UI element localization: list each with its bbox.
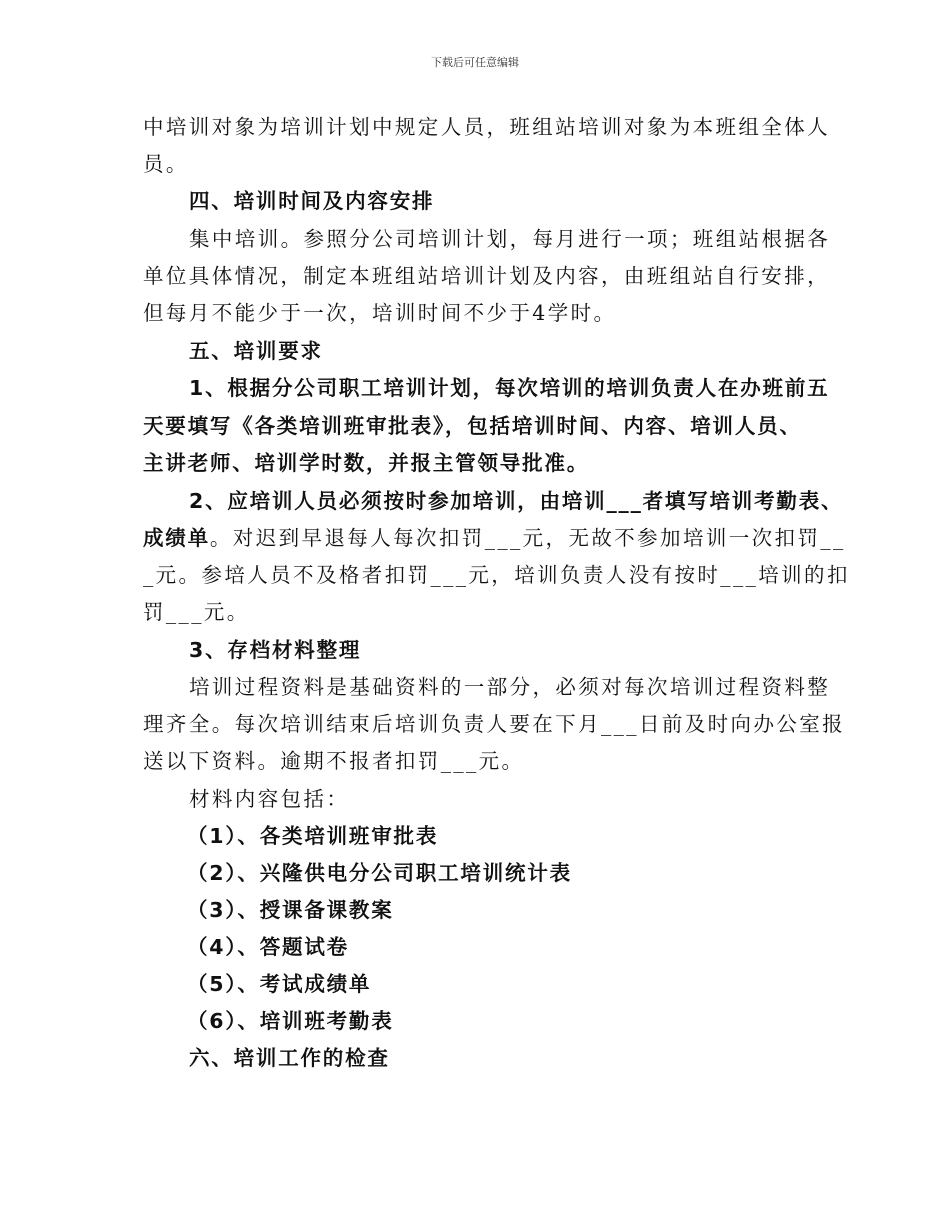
requirement-line: 1、根据分公司职工培训计划，每次培训的培训负责人在办班前五	[189, 376, 830, 400]
paragraph-line: 罚___元。	[143, 600, 250, 624]
section-heading: 四、培训时间及内容安排	[189, 189, 435, 213]
list-item: （5）、考试成绩单	[187, 972, 372, 996]
paragraph-line	[143, 524, 846, 552]
paragraph-line: 单位具体情况，制定本班组站培训计划及内容，由班组站自行安排，	[143, 264, 830, 288]
page-header: 下载后可任意编辑	[431, 56, 519, 69]
paragraph-line: 员。	[143, 152, 189, 176]
list-item: （2）、兴隆供电分公司职工培训统计表	[187, 861, 572, 885]
paragraph-line: 培训过程资料是基础资料的一部分，必须对每次培训过程资料整	[189, 675, 831, 699]
list-item: （4）、答题试卷	[187, 935, 349, 959]
requirement-line: 天要填写《各类培训班审批表》，包括培训时间、内容、培训人员、	[143, 414, 802, 438]
section-heading: 五、培训要求	[189, 339, 323, 363]
paragraph-line: 但每月不能少于一次，培训时间不少于4学时。	[143, 301, 617, 325]
requirement-line: 主讲老师、培训学时数，并报主管领导批准。	[143, 451, 589, 475]
list-item: （3）、授课备课教案	[187, 898, 394, 922]
section-heading: 六、培训工作的检查	[189, 1046, 390, 1070]
list-item: （6）、培训班考勤表	[187, 1009, 394, 1033]
paragraph-line: 中培训对象为培训计划中规定人员，班组站培训对象为本班组全体人	[143, 115, 830, 139]
section-heading: 3、存档材料整理	[189, 638, 362, 662]
paragraph-line: 集中培训。参照分公司培训计划，每月进行一项；班组站根据各	[189, 227, 831, 251]
paragraph-line: 理齐全。每次培训结束后培训负责人要在下月___日前及时向办公室报	[143, 712, 846, 736]
bold-term: 成绩单	[143, 526, 210, 550]
line-rest: 。对迟到早退每人每次扣罚___元，无故不参加培训一次扣罚__	[209, 526, 846, 550]
paragraph-line: _元。参培人员不及格者扣罚___元，培训负责人没有按时___培训的扣	[143, 563, 850, 587]
list-item: （1）、各类培训班审批表	[187, 824, 439, 848]
requirement-line: 2、应培训人员必须按时参加培训，由培训___者填写培训考勤表、	[189, 489, 844, 513]
paragraph-line: 送以下资料。逾期不报者扣罚___元。	[143, 749, 525, 773]
paragraph-line: 材料内容包括：	[189, 787, 350, 811]
